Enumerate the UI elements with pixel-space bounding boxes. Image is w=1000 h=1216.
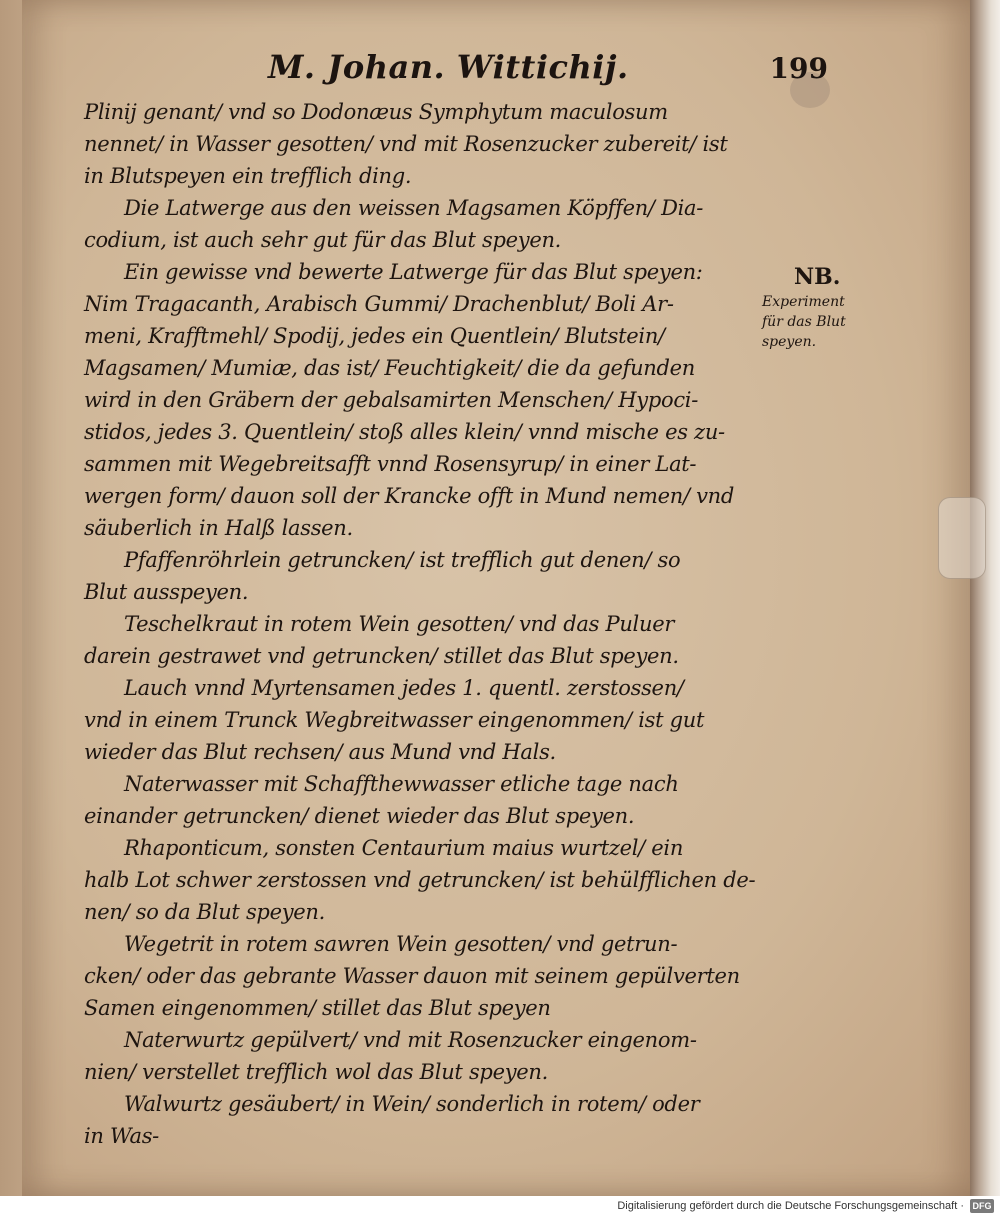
text-line: Teschelkraut in rotem Wein gesotten/ vnd das Puluer bbox=[124, 612, 675, 636]
text-line: Rhaponticum, sonsten Centaurium maius wurtzel/ ein bbox=[124, 836, 684, 860]
text-line: Walwurtz gesäubert/ in Wein/ sonderlich in rotem/ oder bbox=[124, 1092, 700, 1116]
text-line: vnd in einem Trunck Wegbreitwasser eingenommen/ ist gut bbox=[84, 708, 705, 732]
text-line: meni, Krafftmehl/ Spodij, jedes ein Quentlein/ Blutstein/ bbox=[84, 324, 665, 348]
text-line: Ein gewisse vnd bewerte Latwerge für das Blut speyen: bbox=[124, 260, 703, 284]
text-line: wieder das Blut rechsen/ aus Mund vnd Hals. bbox=[84, 740, 556, 764]
text-line: Samen eingenommen/ stillet das Blut speyen bbox=[84, 996, 551, 1020]
margin-note-line: für das Blut bbox=[762, 314, 846, 330]
running-head: M. Johan. Wittichij. bbox=[268, 48, 629, 86]
dfg-logo: DFG bbox=[970, 1199, 994, 1213]
footer-bar bbox=[0, 1196, 1000, 1216]
text-line: Pfaffenröhrlein getruncken/ ist trefflich gut denen/ so bbox=[124, 548, 681, 572]
text-line: nien/ verstellet trefflich wol das Blut speyen. bbox=[84, 1060, 548, 1084]
margin-note-line: speyen. bbox=[762, 334, 817, 350]
text-line: Nim Tragacanth, Arabisch Gummi/ Drachenblut/ Boli Ar- bbox=[84, 292, 674, 316]
funding-credit: Digitalisierung gefördert durch die Deutsche Forschungsgemeinschaft · bbox=[617, 1200, 964, 1212]
text-line: in Blutspeyen ein trefflich ding. bbox=[84, 164, 412, 188]
text-line: codium, ist auch sehr gut für das Blut speyen. bbox=[84, 228, 562, 252]
page-clip bbox=[938, 497, 986, 579]
text-line: nen/ so da Blut speyen. bbox=[84, 900, 325, 924]
text-line: Plinij genant/ vnd so Dodonæus Symphytum maculosum bbox=[84, 100, 668, 124]
text-line: Blut ausspeyen. bbox=[84, 580, 249, 604]
margin-note-line: Experiment bbox=[762, 294, 845, 310]
text-line: nennet/ in Wasser gesotten/ vnd mit Rosenzucker zubereit/ ist bbox=[84, 132, 728, 156]
text-line: wergen form/ dauon soll der Krancke offt in Mund nemen/ vnd bbox=[84, 484, 735, 508]
margin-note bbox=[762, 262, 882, 352]
text-line: wird in den Gräbern der gebalsamirten Menschen/ Hypoci- bbox=[84, 388, 699, 412]
text-line: Naterwurtz gepülvert/ vnd mit Rosenzucker eingenom- bbox=[124, 1028, 697, 1052]
text-line: Lauch vnnd Myrtensamen jedes 1. quentl. zerstossen/ bbox=[124, 676, 684, 700]
text-line: in Was- bbox=[84, 1124, 159, 1148]
text-line: halb Lot schwer zerstossen vnd getruncken/ ist behülfflichen de- bbox=[84, 868, 756, 892]
text-line: stidos, jedes 3. Quentlein/ stoß alles klein/ vnnd mische es zu- bbox=[84, 420, 725, 444]
text-line: sammen mit Wegebreitsafft vnnd Rosensyrup/ in einer Lat- bbox=[84, 452, 697, 476]
text-line: einander getruncken/ dienet wieder das Blut speyen. bbox=[84, 804, 635, 828]
page-header bbox=[268, 48, 828, 98]
page-number: 199 bbox=[769, 52, 828, 85]
text-line: Naterwasser mit Schaffthewwasser etliche tage nach bbox=[124, 772, 679, 796]
text-line: Die Latwerge aus den weissen Magsamen Köpffen/ Dia- bbox=[124, 196, 704, 220]
text-line: cken/ oder das gebrante Wasser dauon mit seinem gepülverten bbox=[84, 964, 740, 988]
page-edge bbox=[970, 0, 1000, 1196]
text-line: Wegetrit in rotem sawren Wein gesotten/ vnd getrun- bbox=[124, 932, 678, 956]
text-line: darein gestrawet vnd getruncken/ stillet das Blut speyen. bbox=[84, 644, 679, 668]
body-text bbox=[84, 96, 764, 1152]
text-line: säuberlich in Halß lassen. bbox=[84, 516, 353, 540]
text-line: Magsamen/ Mumiæ, das ist/ Feuchtigkeit/ die da gefunden bbox=[84, 356, 696, 380]
margin-note-nb: NB. bbox=[794, 264, 841, 290]
